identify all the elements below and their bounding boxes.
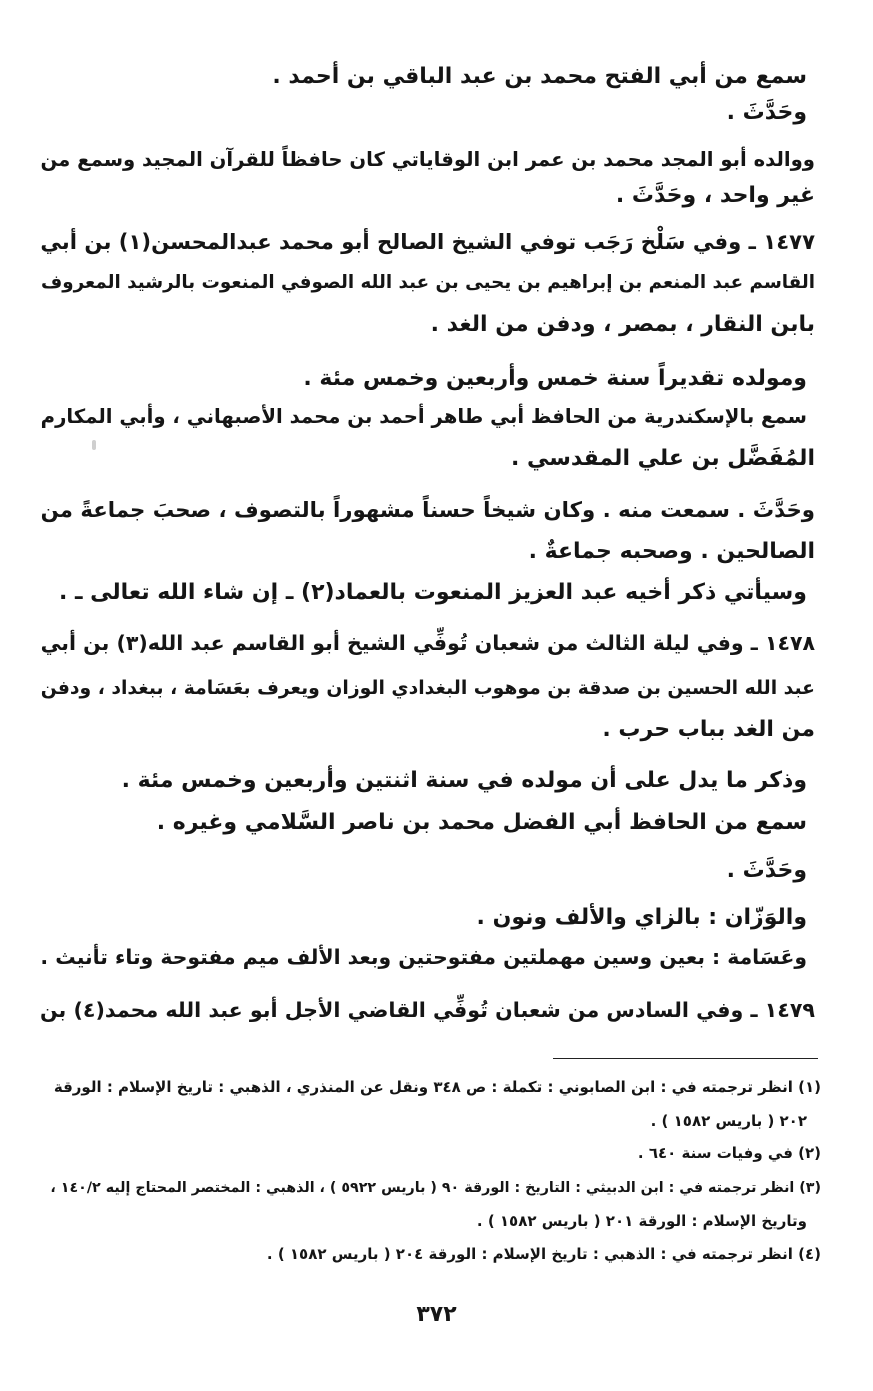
body-line: وسيأتي ذكر أخيه عبد العزيز المنعوت بالعماد(٢) ـ إن شاء الله تعالى ـ .	[58, 580, 807, 605]
body-line: المُفَضَّل بن علي المقدسي .	[510, 446, 815, 471]
body-line: القاسم عبد المنعم بن إبراهيم بن يحيى بن عبد الله الصوفي المنعوت بالرشيد المعروف	[41, 272, 815, 293]
body-line: بابن النقار ، بمصر ، ودفن من الغد .	[430, 312, 815, 337]
body-line: وحَدَّثَ . سمعت منه . وكان شيخاً حسناً مشهوراً بالتصوف ، صحبَ جماعةً من	[40, 498, 815, 523]
body-line: والوَزّان : بالزاي والألف ونون .	[476, 905, 807, 930]
body-line: ومولده تقديراً سنة خمس وأربعين وخمس مئة .	[303, 366, 807, 391]
entry-heading-1477: ١٤٧٧ ـ وفي سَلْخ رَجَب توفي الشيخ الصالح أبو محمد عبدالمحسن(١) بن أبي	[40, 229, 815, 254]
body-line: الصالحين . وصحبه جماعةٌ .	[528, 539, 815, 564]
footnote-rule	[553, 1058, 818, 1059]
footnote-1-cont: ٢٠٢ ( باريس ١٥٨٢ ) .	[650, 1112, 807, 1130]
body-line: عبد الله الحسين بن صدقة بن موهوب البغدادي الوزان ويعرف بعَسَامة ، ببغداد ، ودفن	[40, 678, 815, 699]
body-line: وحَدَّثَ .	[726, 858, 807, 883]
body-line: ووالده أبو المجد محمد بن عمر ابن الوقاياتي كان حافظاً للقرآن المجيد وسمع من	[40, 148, 815, 171]
body-line: سمع من الحافظ أبي الفضل محمد بن ناصر السَّلامي وغيره .	[156, 810, 807, 835]
body-line: وحَدَّثَ .	[726, 100, 807, 125]
footnote-1: (١) انظر ترجمته في : ابن الصابوني : تكملة : ص ٣٤٨ ونقل عن المنذري ، الذهبي : تاريخ الإسلام : الورقة	[53, 1078, 821, 1096]
page-number: ٣٧٢	[416, 1302, 457, 1327]
footnote-4: (٤) انظر ترجمته في : الذهبي : تاريخ الإسلام : الورقة ٢٠٤ ( باريس ١٥٨٢ ) .	[266, 1245, 821, 1263]
entry-heading-1479: ١٤٧٩ ـ وفي السادس من شعبان تُوفِّي القاضي الأجل أبو عبد الله محمد(٤) بن	[40, 998, 815, 1022]
body-line: سمع بالإسكندرية من الحافظ أبي طاهر أحمد بن محمد الأصبهاني ، وأبي المكارم	[40, 405, 807, 428]
footnote-3-cont: وتاريخ الإسلام : الورقة ٢٠١ ( باريس ١٥٨٢ ) .	[476, 1212, 807, 1230]
body-line: سمع من أبي الفتح محمد بن عبد الباقي بن أحمد .	[272, 64, 807, 89]
entry-heading-1478: ١٤٧٨ ـ وفي ليلة الثالث من شعبان تُوفِّي الشيخ أبو القاسم عبد الله(٣) بن أبي	[40, 631, 815, 655]
body-line: غير واحد ، وحَدَّثَ .	[615, 183, 815, 208]
scan-speck	[92, 440, 96, 450]
body-line: من الغد بباب حرب .	[602, 717, 815, 742]
footnote-2: (٢) في وفيات سنة ٦٤٠ .	[637, 1144, 821, 1162]
footnote-3: (٣) انظر ترجمته في : ابن الدبيثي : التاريخ : الورقة ٩٠ ( باريس ٥٩٢٢ ) ، الذهبي : المختصر المحتاج إليه ١٤٠/٢ ،	[50, 1180, 821, 1196]
body-line: وعَسَامة : بعين وسين مهملتين مفتوحتين وبعد الألف ميم مفتوحة وتاء تأنيث .	[40, 945, 807, 969]
body-line: وذكر ما يدل على أن مولده في سنة اثنتين وأربعين وخمس مئة .	[121, 768, 807, 793]
